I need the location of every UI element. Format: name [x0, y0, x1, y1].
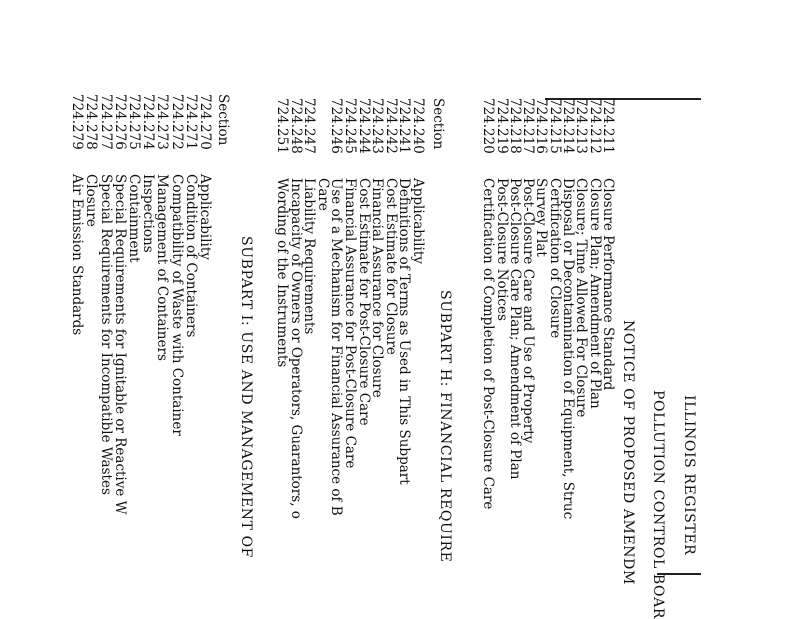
closure-section-title: Post-Closure Care Plan; Amendment of Plan: [506, 178, 523, 480]
subpart-i-section-title: Closure: [83, 174, 100, 227]
closure-section-title: Closure Plan; Amendment of Plan: [586, 178, 603, 409]
closure-section-number: 724.219: [493, 98, 510, 154]
subpart-h-section-title: Definitions of Terms as Used in This Subpart: [396, 178, 413, 485]
subpart-h-section-title: Incapacity of Owners or Operators, Guarantors, o: [287, 178, 304, 519]
closure-section-title: Post-Closure Care and Use of Property: [520, 178, 537, 444]
subpart-h-section-number: 724.241: [396, 98, 413, 154]
subpart-h-section-title: Care: [314, 178, 331, 211]
subpart-i-section-number: 724.271: [182, 94, 199, 150]
closure-section-number: 724.215: [546, 98, 563, 154]
subpart-i-section-number: 724.272: [168, 94, 185, 150]
subpart-h-section-number: 724.245: [342, 98, 358, 154]
subpart-h-section-title: Use of a Mechanism for Financial Assurance of B: [328, 178, 345, 516]
subpart-i-heading: SUBPART I: USE AND MANAGEMENT OF: [238, 236, 254, 558]
closure-section-number: 724.220: [480, 98, 497, 154]
subpart-i-sections-list: [14, 0, 214, 618]
closure-section-number: 724.211: [600, 98, 616, 154]
subpart-i-section-number: 724.277: [97, 94, 114, 150]
notice-title: NOTICE OF PROPOSED AMENDM: [620, 320, 636, 585]
closure-section-title: Closure; Time Allowed For Closure: [573, 178, 590, 418]
subpart-i-section-number: 724.275: [126, 94, 142, 150]
subpart-i-section-title: Compatibility of Waste with Container: [168, 174, 185, 436]
closure-section-number: 724.216: [533, 98, 550, 154]
subpart-i-section-title: Management of Containers: [154, 174, 171, 361]
subpart-i-section-title: Inspections: [140, 174, 157, 253]
subpart-h-section-number: 724.248: [287, 98, 304, 154]
subpart-h-section-number: 724.251: [274, 98, 290, 154]
closure-section-title: Closure Performance Standard: [600, 178, 616, 391]
subpart-h-section-title: Financial Assurance for Closure: [369, 178, 386, 398]
subpart-h-section-number: 724.244: [355, 98, 372, 154]
subpart-i-section-number: 724.274: [140, 94, 157, 150]
subpart-h-section-number: 724.243: [369, 98, 386, 154]
subpart-i-section-title: Special Requirements for Incompatible Wastes: [97, 174, 114, 495]
subpart-i-section-title: Applicability: [197, 174, 213, 260]
closure-section-number: 724.212: [586, 98, 603, 154]
closure-section-title: Certification of Closure: [546, 178, 563, 339]
closure-section-title: Post-Closure Notices: [493, 178, 510, 321]
closure-section-number: 724.213: [573, 98, 590, 154]
subpart-h-section-label: Section: [430, 98, 446, 150]
subpart-i-section-number: 724.279: [69, 94, 86, 150]
subpart-i-section-title: Special Requirements for Ignitable or Reactive W: [111, 174, 128, 515]
closure-section-title: Certification of Completion of Post-Closure Care: [480, 178, 497, 510]
subpart-i-section-number: 724.273: [154, 94, 171, 150]
subpart-h-section-number: 724.247: [301, 98, 318, 154]
board-title: POLLUTION CONTROL BOAR: [650, 390, 666, 619]
subpart-h-section-number: 724.240: [410, 98, 426, 154]
subpart-i-section-title: Air Emission Standards: [69, 174, 86, 336]
closure-section-title: Disposal or Decontamination of Equipment, Struc: [560, 178, 577, 520]
closure-section-number: 724.214: [560, 98, 577, 154]
subpart-i-section-number: 724.270: [197, 94, 213, 150]
subpart-h-section-number: 724.246: [328, 98, 345, 154]
subpart-h-section-number: 724.242: [382, 98, 399, 154]
subpart-i-section-label: Section: [215, 94, 231, 146]
closure-section-title: Survey Plat: [533, 178, 550, 257]
subpart-h-sections-list: [257, 0, 427, 618]
subpart-i-section-number: 724.276: [111, 94, 128, 150]
subpart-h-section-title: Cost Estimate for Closure: [382, 178, 399, 355]
register-title: ILLINOIS REGISTER: [681, 395, 697, 556]
closure-section-number: 724.218: [506, 98, 523, 154]
subpart-h-section-title: Financial Assurance for Post-Closure Care: [342, 178, 358, 469]
closure-section-number: 724.217: [520, 98, 537, 154]
subpart-h-section-title: Applicability: [410, 178, 426, 264]
subpart-h-section-title: Liability Requirements: [301, 178, 318, 335]
subpart-h-section-title: Wording of the Instruments: [274, 178, 290, 368]
subpart-i-section-title: Condition of Containers: [182, 174, 199, 338]
subpart-i-section-title: Containment: [126, 174, 142, 263]
subpart-i-section-number: 724.278: [83, 94, 100, 150]
subpart-h-heading: SUBPART H: FINANCIAL REQUIRE: [437, 290, 453, 563]
subpart-h-section-title: Cost Estimate for Post-Closure Care: [355, 178, 372, 426]
